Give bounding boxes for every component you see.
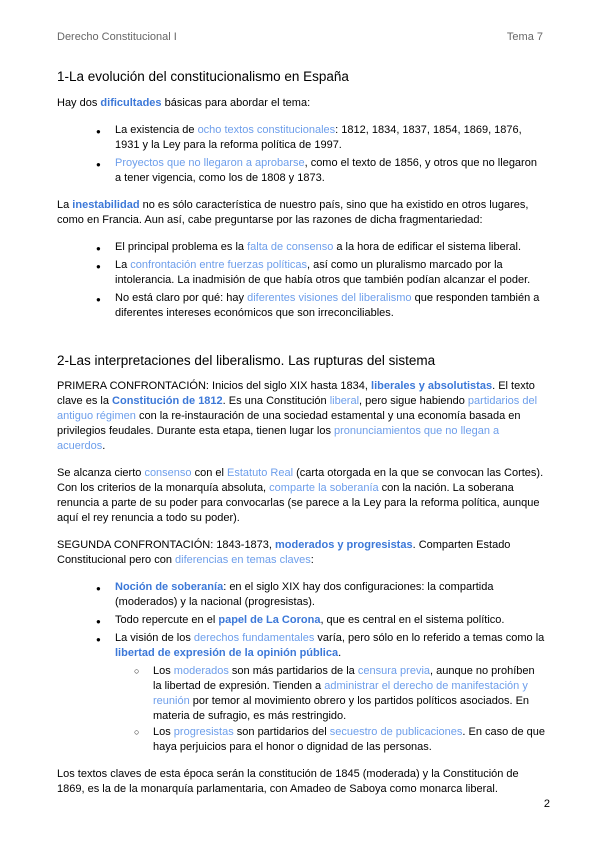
- key-term: inestabilidad: [72, 199, 140, 211]
- text-run: (carta otorgada en la que se convocan las Cortes). Con los criterios de la monarquía absoluta,: [57, 467, 544, 494]
- list-item: [57, 725, 545, 755]
- list-item: [57, 580, 545, 610]
- highlighted-term: censura previa: [357, 665, 431, 677]
- key-term: libertad de expresión de la opinión pública: [115, 647, 339, 659]
- text-run: .: [338, 647, 342, 659]
- text-run: 1-La evolución del constitucionalismo en España: [57, 69, 349, 84]
- text-run: Los: [153, 726, 174, 738]
- header-topic-label: Tema 7: [506, 31, 543, 43]
- text-run: , que es central en el sistema político.: [320, 614, 505, 626]
- page-header: [57, 31, 543, 44]
- highlighted-term: moderados: [173, 665, 229, 677]
- text-run: .: [102, 440, 106, 452]
- highlighted-term: Proyectos que no llegaron a aprobarse: [115, 157, 305, 169]
- text-run: , así como un pluralismo marcado por la intolerancia. La inadmisión de que había otros que también podían alcanzar el poder.: [115, 259, 531, 286]
- paragraph: [57, 379, 545, 454]
- text-run: : 1812, 1834, 1837, 1854, 1869, 1876, 1931 y la Ley para la reforma política de 1997.: [115, 124, 522, 151]
- text-run: no es sólo característica de nuestro país, sino que ha existido en otros lugares, como en Francia. Aun así, cabe preguntarse por las razones de dicha fragmentariedad:: [57, 199, 529, 226]
- key-term: papel de La Corona: [218, 614, 321, 626]
- text-run: La visión de los: [115, 632, 194, 644]
- highlighted-term: falta de consenso: [247, 241, 334, 253]
- list-item: [57, 664, 545, 724]
- highlighted-term: partidarios del antiguo régimen: [57, 395, 538, 422]
- text-run: No está claro por qué: hay: [115, 292, 248, 304]
- paragraph: [57, 198, 545, 228]
- highlighted-term: Estatuto Real: [227, 467, 294, 479]
- text-run: a la hora de edificar el sistema liberal.: [333, 241, 522, 253]
- text-run: . El texto clave es la: [57, 380, 535, 407]
- section-heading: [57, 68, 545, 86]
- text-run: :: [310, 554, 314, 566]
- text-run: Todo repercute en el: [115, 614, 219, 626]
- bullet-list: [57, 123, 545, 186]
- text-run: con la nación. La soberana renuncia a parte de su poder para convocarlas (se parece a la Ley para la reforma política, aunque aquí el rey renuncia a todo su poder).: [57, 482, 540, 524]
- paragraph: [57, 538, 545, 568]
- list-item: [57, 258, 545, 288]
- header-course-title: Derecho Constitucional I: [57, 31, 177, 43]
- paragraph: [57, 466, 545, 526]
- highlighted-term: pronunciamientos que no llegan a acuerdos: [57, 425, 500, 452]
- highlighted-term: confrontación entre fuerzas políticas: [130, 259, 308, 271]
- list-item: [57, 156, 545, 186]
- highlighted-term: diferentes visiones del liberalismo: [247, 292, 412, 304]
- bullet-list: [57, 240, 545, 321]
- key-term: moderados y progresistas: [275, 539, 413, 551]
- key-term: Noción de soberanía: [115, 581, 224, 593]
- key-term: Constitución de 1812: [112, 395, 223, 407]
- text-run: , pero sigue habiendo: [359, 395, 468, 407]
- text-run: . Comparten Estado Constitucional pero con: [57, 539, 511, 566]
- text-run: : en el siglo XIX hay dos configuraciones: la compartida (moderados) y la nacional (progresistas).: [115, 581, 494, 608]
- text-run: , como el texto de 1856, y otros que no llegaron a tener vigencia, como los de 1808 y 1873.: [115, 157, 537, 184]
- text-run: . Es una Constitución: [222, 395, 330, 407]
- text-run: La: [57, 199, 73, 211]
- highlighted-term: progresistas: [173, 726, 234, 738]
- list-item: [57, 291, 545, 321]
- key-term: dificultades: [100, 97, 162, 109]
- text-run: que responden también a diferentes intereses económicos que son irreconciliables.: [115, 292, 540, 319]
- text-run: El principal problema es la: [115, 241, 248, 253]
- text-run: La existencia de: [115, 124, 198, 136]
- list-item: [57, 631, 545, 661]
- highlighted-term: liberal: [329, 395, 360, 407]
- key-term: liberales y absolutistas: [371, 380, 493, 392]
- paragraph: [57, 767, 545, 797]
- text-run: con el: [191, 467, 227, 479]
- text-run: Hay dos: [57, 97, 101, 109]
- highlighted-term: diferencias en temas claves: [175, 554, 311, 566]
- highlighted-term: secuestro de publicaciones: [329, 726, 463, 738]
- text-run: Los textos claves de esta época serán la constitución de 1845 (moderada) y la Constitución de 1869, es la de la monarquía parlamentaria, con Amadeo de Saboya como monarca liberal.: [57, 768, 519, 795]
- text-run: por temor al movimiento obrero y los partidos políticos asociados. En materia de sufragio, es más restringido.: [153, 695, 530, 722]
- text-run: básicas para abordar el tema:: [161, 97, 311, 109]
- text-run: son más partidarios de la: [228, 665, 358, 677]
- paragraph: [57, 96, 545, 111]
- text-run: Se alcanza cierto: [57, 467, 145, 479]
- highlighted-term: administrar el derecho de manifestación y reunión: [153, 680, 528, 707]
- list-item: [57, 123, 545, 153]
- text-run: con la re-instauración de una sociedad estamental y una economía basada en privilegios feudales. Durante esta etapa, tienen lugar los: [57, 410, 521, 437]
- text-run: SEGUNDA CONFRONTACIÓN: 1843-1873,: [57, 539, 276, 551]
- text-run: varía, pero sólo en lo referido a temas como la: [314, 632, 545, 644]
- section-heading: [57, 352, 545, 370]
- highlighted-term: derechos fundamentales: [193, 632, 315, 644]
- page-number: 2: [543, 798, 550, 810]
- list-item: [57, 240, 545, 255]
- highlighted-term: ocho textos constitucionales: [197, 124, 336, 136]
- text-run: PRIMERA CONFRONTACIÓN: Inicios del siglo XIX hasta 1834,: [57, 380, 372, 392]
- text-run: La: [115, 259, 131, 271]
- text-run: 2-Las interpretaciones del liberalismo. Las rupturas del sistema: [57, 353, 436, 368]
- highlighted-term: consenso: [144, 467, 192, 479]
- document-body: [57, 64, 545, 809]
- bullet-list: [57, 580, 545, 755]
- text-run: Los: [153, 665, 174, 677]
- highlighted-term: comparte la soberanía: [269, 482, 379, 494]
- text-run: , aunque no prohíben la libertad de expresión. Tienden a: [153, 665, 535, 692]
- text-run: . En caso de que haya perjuicios para el honor o dignidad de las personas.: [153, 726, 545, 753]
- list-item: [57, 613, 545, 628]
- text-run: son partidarios del: [233, 726, 330, 738]
